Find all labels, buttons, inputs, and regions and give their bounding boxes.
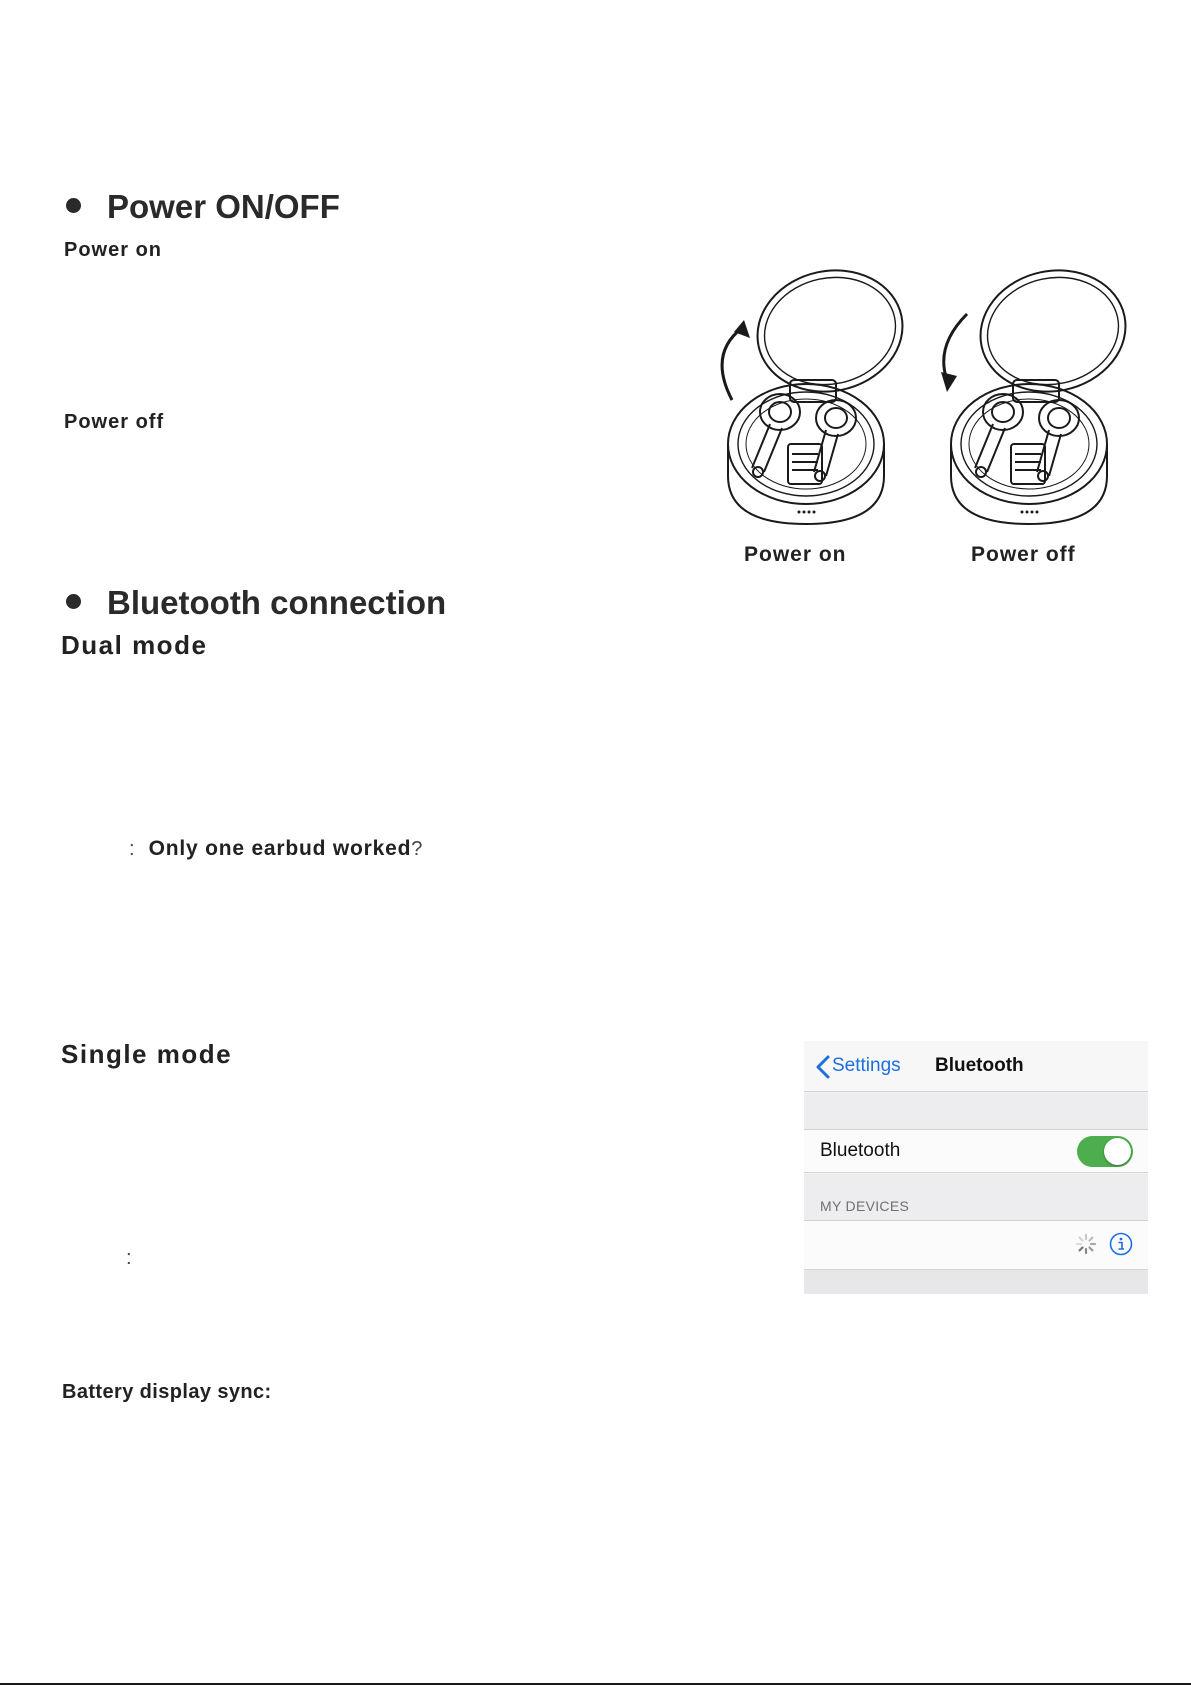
power-section-heading: Power ON/OFF <box>66 188 340 226</box>
spacer <box>804 1093 1148 1129</box>
troubleshoot-question: Only one earbud worked <box>148 837 412 860</box>
battery-sync-label: Battery display sync: <box>62 1381 272 1403</box>
single-mode-label: Single mode <box>61 1039 233 1069</box>
info-icon[interactable] <box>1109 1232 1133 1256</box>
earbuds-case-close-illustration <box>935 268 1135 530</box>
note-colon: : <box>129 838 135 860</box>
troubleshoot-note <box>129 837 422 861</box>
figure-caption-power-off: Power off <box>971 543 1076 566</box>
spacer <box>804 1270 1148 1294</box>
my-devices-header: MY DEVICES <box>820 1198 910 1214</box>
toggle-knob <box>1104 1138 1131 1165</box>
loading-spinner-icon <box>1074 1232 1098 1256</box>
bullet-icon <box>66 198 81 213</box>
question-mark: ? <box>411 838 423 860</box>
earbuds-case-open-illustration <box>712 268 912 530</box>
bluetooth-settings-screenshot <box>804 1041 1148 1294</box>
device-row[interactable] <box>804 1220 1148 1270</box>
bluetooth-toggle-label: Bluetooth <box>820 1140 901 1161</box>
power-off-label: Power off <box>64 411 165 433</box>
nav-bar <box>804 1041 1148 1092</box>
bluetooth-toggle-row <box>804 1129 1148 1173</box>
screen-title: Bluetooth <box>935 1055 1024 1076</box>
bullet-icon <box>66 594 81 609</box>
dual-mode-label: Dual mode <box>61 630 208 660</box>
figure-caption-power-on: Power on <box>744 543 847 566</box>
single-mode-colon: : <box>126 1247 132 1269</box>
back-button[interactable]: Settings <box>832 1055 901 1076</box>
bluetooth-toggle[interactable] <box>1077 1136 1133 1167</box>
bluetooth-section-heading: Bluetooth connection <box>66 584 446 622</box>
my-devices-section <box>804 1174 1148 1220</box>
power-on-label: Power on <box>64 239 163 261</box>
